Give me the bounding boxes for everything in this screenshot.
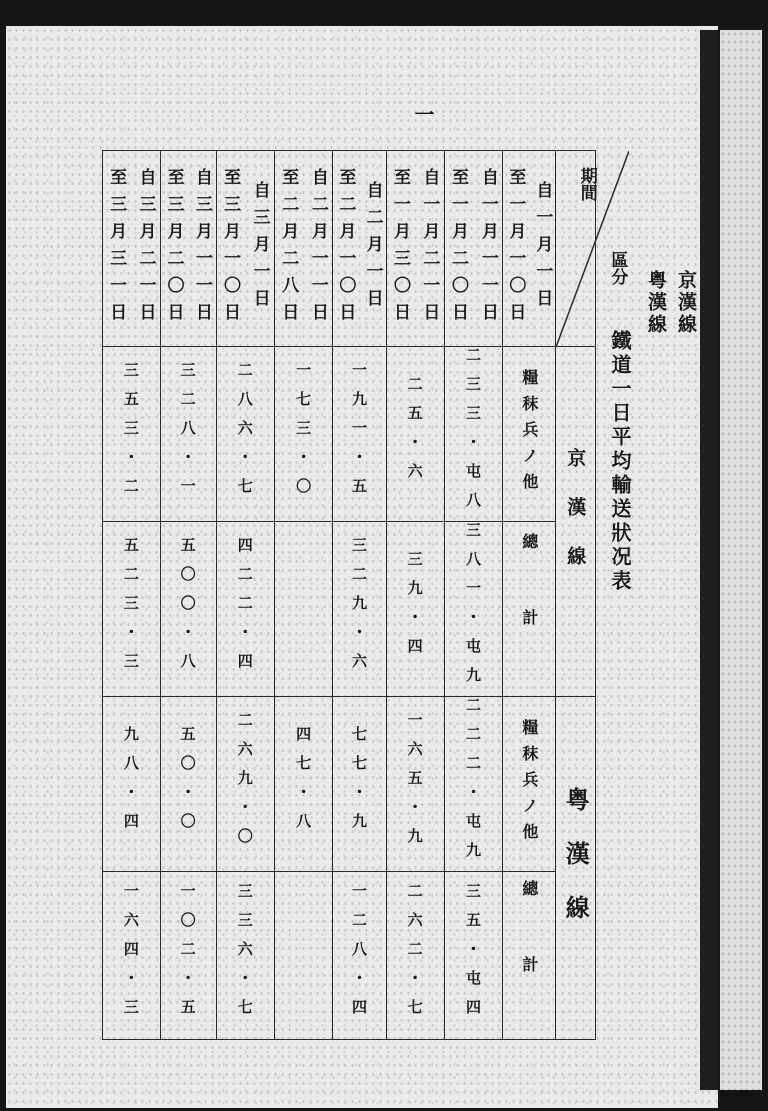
page-edge bbox=[720, 30, 762, 1090]
title-line-jinghan: 京漢線 bbox=[675, 270, 697, 336]
period-8: 自三月二一日 至三月三一日 bbox=[103, 151, 161, 347]
group-jinghan: 京漢線 bbox=[556, 347, 596, 697]
period-7: 自三月一一日 至三月二〇日 bbox=[160, 151, 216, 347]
group-yuehan: 粤漢線 bbox=[556, 697, 596, 1040]
table-row: 九八・四 五〇・〇 二六九・〇 四七・八 七七・九 一六五・九 二二二・屯九 糧秣兵ノ他 粤漢線 bbox=[103, 697, 596, 872]
header-corner bbox=[556, 151, 628, 347]
title-line-yuehan: 粤漢線 bbox=[645, 270, 667, 336]
period-2: 自一月一一日 至一月二〇日 bbox=[444, 151, 503, 347]
table-row: 三五三・二 三二八・一 二八六・七 一七三・〇 一九一・五 二五・六 二三三・屯八 糧秣兵ノ他 京漢線 bbox=[103, 347, 596, 522]
page-number: 一 bbox=[411, 104, 435, 128]
header-row bbox=[103, 151, 596, 347]
period-6: 自三月一日 至三月一〇日 bbox=[216, 151, 274, 347]
table-row: 五二三・三 五〇〇・八 四二二・四 三二九・六 三九・四 三八一・屯九 總計 bbox=[103, 522, 596, 697]
title-rest: 鐵道一日平均輸送狀况表 bbox=[608, 330, 632, 594]
period-1: 自一月一日 至一月一〇日 bbox=[503, 151, 556, 347]
table-row: 一六四・三 一〇二・五 三三六・七 一二八・四 二六二・七 三五・屯四 總計 bbox=[103, 872, 596, 1040]
corner-category-label: 區分 bbox=[607, 251, 628, 285]
period-4: 自二月一日 至二月一〇日 bbox=[333, 151, 387, 347]
period-5: 自二月一一日 至二月二八日 bbox=[274, 151, 332, 347]
book-spine bbox=[700, 30, 718, 1090]
corner-period-label: 期間 bbox=[576, 167, 597, 201]
period-3: 自一月二一日 至一月三〇日 bbox=[386, 151, 444, 347]
